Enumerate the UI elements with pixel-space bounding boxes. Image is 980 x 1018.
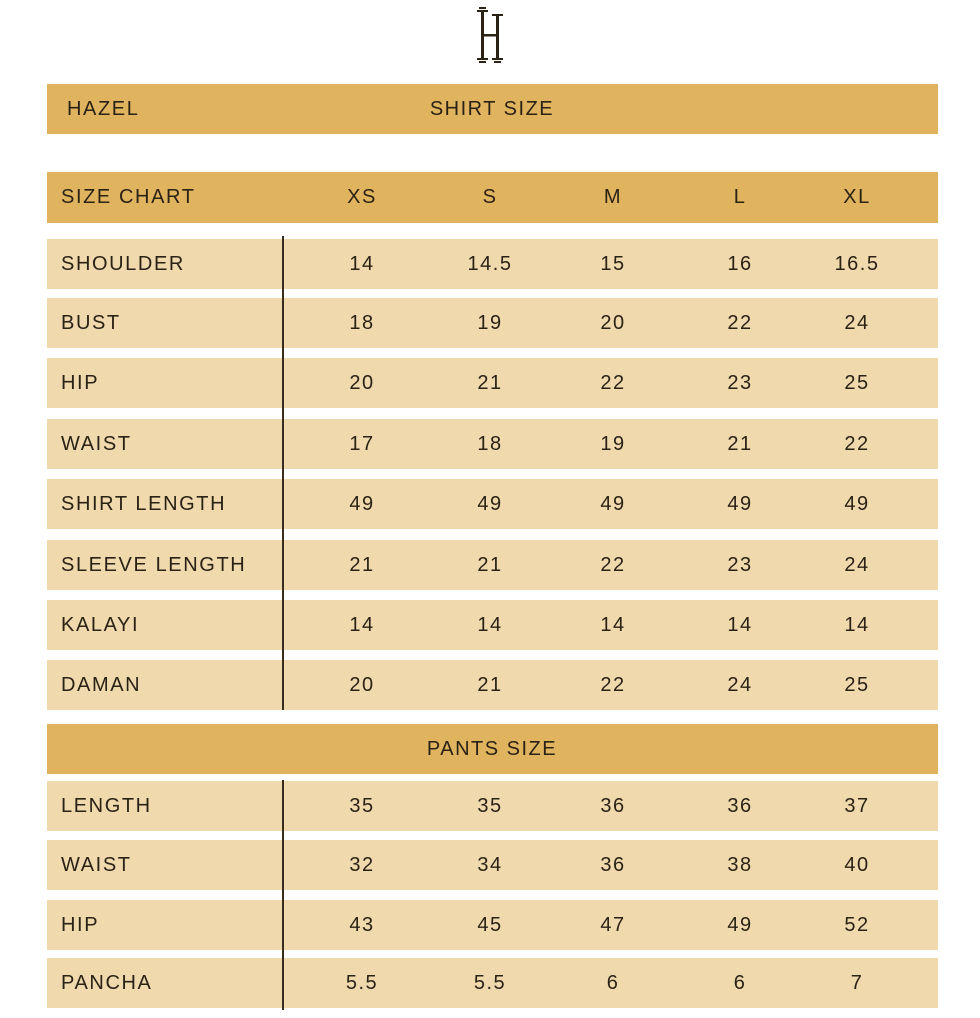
pants-row xyxy=(47,900,938,950)
shirt-value-l: 22 xyxy=(727,311,753,334)
shirt-value-s: 21 xyxy=(477,371,503,394)
size-header-l: L xyxy=(733,186,747,208)
shirt-value-xl: 25 xyxy=(844,673,870,696)
shirt-value-l: 21 xyxy=(727,432,753,455)
shirt-row xyxy=(47,419,938,469)
shirt-value-l: 49 xyxy=(727,492,753,515)
shirt-value-s: 21 xyxy=(477,673,503,696)
shirt-value-xs: 20 xyxy=(349,673,375,696)
shirt-value-s: 19 xyxy=(477,311,503,334)
pants-value-l: 38 xyxy=(727,853,753,876)
shirt-value-xl: 25 xyxy=(844,371,870,394)
pants-value-m: 6 xyxy=(606,971,620,994)
pants-row xyxy=(47,958,938,1008)
shirt-value-m: 49 xyxy=(600,492,626,515)
pants-row xyxy=(47,840,938,890)
pants-value-s: 34 xyxy=(477,853,503,876)
shirt-value-xs: 14 xyxy=(349,252,375,275)
size-chart-header xyxy=(47,172,938,223)
pants-row-label: WAIST xyxy=(61,853,132,876)
shirt-value-m: 20 xyxy=(600,311,626,334)
pants-value-m: 36 xyxy=(600,794,626,817)
pants-row-label: PANCHA xyxy=(61,971,153,994)
pants-value-xs: 35 xyxy=(349,794,375,817)
shirt-size-header xyxy=(47,84,938,134)
pants-value-xs: 5.5 xyxy=(345,971,379,994)
shirt-value-xl: 49 xyxy=(844,492,870,515)
pants-value-s: 45 xyxy=(477,913,503,936)
pants-value-xs: 32 xyxy=(349,853,375,876)
shirt-value-xs: 49 xyxy=(349,492,375,515)
shirt-value-l: 23 xyxy=(727,553,753,576)
shirt-value-m: 22 xyxy=(600,553,626,576)
size-header-s: S xyxy=(482,186,498,208)
shirt-row-label: BUST xyxy=(61,311,121,334)
pants-row-label: LENGTH xyxy=(61,794,152,817)
shirt-row-label: SLEEVE LENGTH xyxy=(61,553,247,576)
pants-size-title: PANTS SIZE xyxy=(426,737,558,760)
shirt-value-xl: 16.5 xyxy=(834,252,880,275)
shirt-value-m: 19 xyxy=(600,432,626,455)
shirt-column-divider xyxy=(282,236,284,710)
shirt-value-xl: 14 xyxy=(844,613,870,636)
pants-value-s: 35 xyxy=(477,794,503,817)
pants-value-xs: 43 xyxy=(349,913,375,936)
pants-column-divider xyxy=(282,780,284,1010)
pants-value-m: 47 xyxy=(600,913,626,936)
pants-value-l: 36 xyxy=(727,794,753,817)
shirt-row-label: HIP xyxy=(61,371,100,394)
size-header-xl: XL xyxy=(843,186,871,208)
shirt-value-xs: 14 xyxy=(349,613,375,636)
shirt-row xyxy=(47,479,938,529)
pants-row xyxy=(47,781,938,831)
pants-row-label: HIP xyxy=(61,913,100,936)
shirt-value-s: 49 xyxy=(477,492,503,515)
shirt-row xyxy=(47,298,938,348)
shirt-value-l: 14 xyxy=(727,613,753,636)
shirt-value-s: 18 xyxy=(477,432,503,455)
pants-value-m: 36 xyxy=(600,853,626,876)
shirt-row-label: SHOULDER xyxy=(61,252,185,275)
shirt-row-label: DAMAN xyxy=(61,673,142,696)
shirt-row xyxy=(47,540,938,590)
shirt-row xyxy=(47,660,938,710)
shirt-value-m: 14 xyxy=(600,613,626,636)
brand-name: HAZEL xyxy=(67,97,140,120)
brand-logo xyxy=(474,4,508,66)
shirt-value-s: 21 xyxy=(477,553,503,576)
shirt-row-label: WAIST xyxy=(61,432,132,455)
shirt-value-xs: 21 xyxy=(349,553,375,576)
shirt-value-xl: 24 xyxy=(844,553,870,576)
shirt-value-xl: 22 xyxy=(844,432,870,455)
shirt-value-xs: 18 xyxy=(349,311,375,334)
pants-value-xl: 37 xyxy=(844,794,870,817)
shirt-size-title: SHIRT SIZE xyxy=(429,97,555,120)
shirt-row xyxy=(47,358,938,408)
shirt-value-l: 24 xyxy=(727,673,753,696)
shirt-value-s: 14 xyxy=(477,613,503,636)
shirt-value-m: 15 xyxy=(600,252,626,275)
size-header-m: M xyxy=(603,186,623,208)
shirt-value-m: 22 xyxy=(600,371,626,394)
shirt-value-l: 16 xyxy=(727,252,753,275)
pants-value-xl: 40 xyxy=(844,853,870,876)
pants-value-xl: 52 xyxy=(844,913,870,936)
pants-value-s: 5.5 xyxy=(473,971,507,994)
shirt-row-label: KALAYI xyxy=(61,613,140,636)
shirt-value-m: 22 xyxy=(600,673,626,696)
pants-size-header xyxy=(47,724,938,774)
shirt-value-xl: 24 xyxy=(844,311,870,334)
shirt-row xyxy=(47,239,938,289)
shirt-value-s: 14.5 xyxy=(467,252,513,275)
shirt-row-label: SHIRT LENGTH xyxy=(61,492,227,515)
size-header-xs: XS xyxy=(347,186,377,208)
shirt-value-xs: 17 xyxy=(349,432,375,455)
shirt-value-xs: 20 xyxy=(349,371,375,394)
shirt-value-l: 23 xyxy=(727,371,753,394)
size-chart-label: SIZE CHART xyxy=(61,186,196,208)
shirt-row xyxy=(47,600,938,650)
pants-value-xl: 7 xyxy=(850,971,864,994)
pants-value-l: 49 xyxy=(727,913,753,936)
pants-value-l: 6 xyxy=(733,971,747,994)
